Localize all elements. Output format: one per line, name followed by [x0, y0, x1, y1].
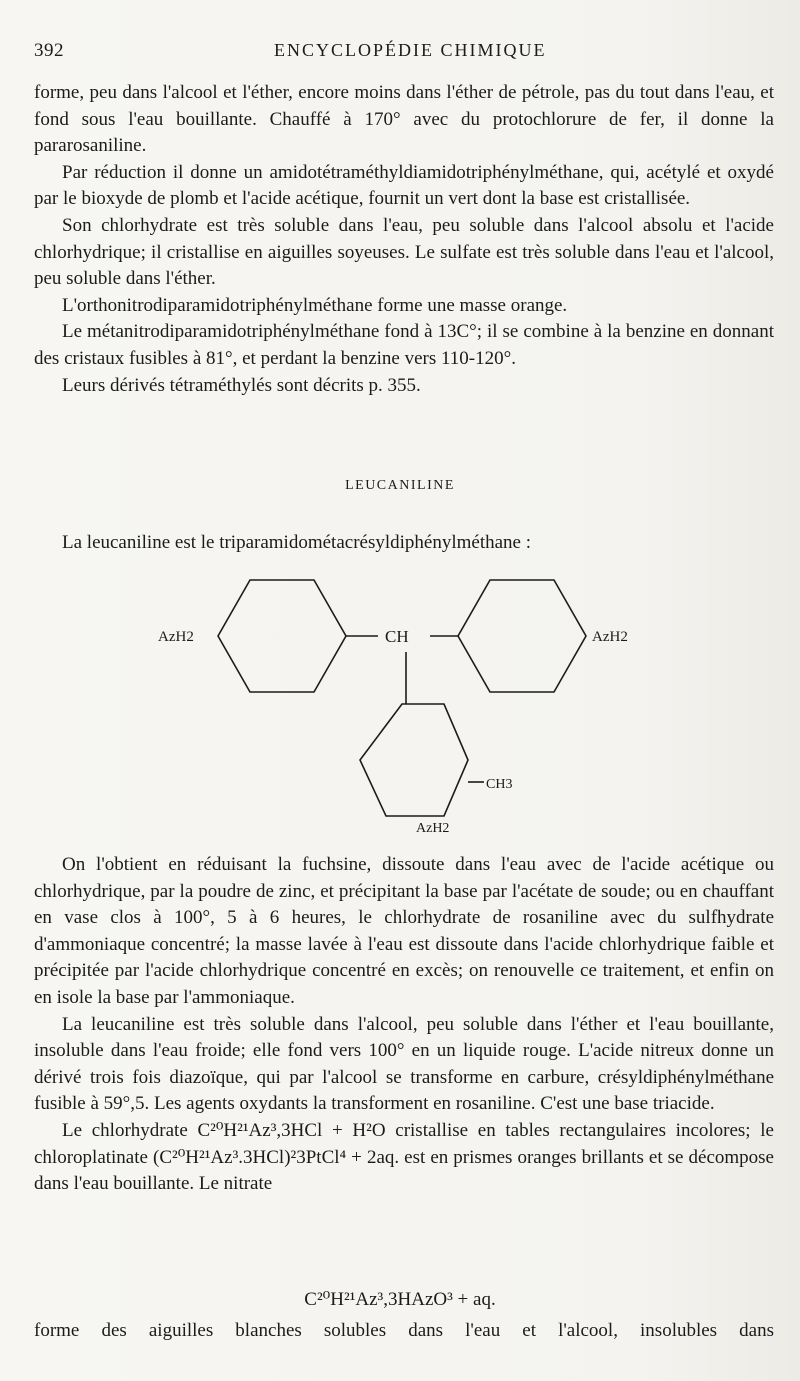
text-block-upper	[34, 80, 774, 399]
paragraph: Par réduction il donne un amidotétraméthyldiamidotriphénylméthane, qui, acétylé et oxydé par le bioxyde de plomb et l'acide acétique, fournit un vert dont la base est cristallisée.	[34, 161, 774, 210]
left-benzene-ring	[218, 580, 346, 692]
paragraph: forme, peu dans l'alcool et l'éther, encore moins dans l'éther de pétrole, pas du tout dans l'eau, et fond sous l'eau bouillante. Chauffé à 170° avec du protochlorure de fer, il donne la pararosaniline.	[34, 82, 774, 157]
page-header	[34, 40, 774, 68]
running-title: ENCYCLOPÉDIE CHIMIQUE	[274, 40, 547, 60]
methyl-label: CH3	[486, 777, 513, 792]
right-amino-label: AzH2	[592, 629, 628, 645]
nitrate-formula: C²⁰H²¹Az³,3HAzO³ + aq.	[304, 1289, 496, 1310]
paragraph: Leurs dérivés tétraméthylés sont décrits p. 355.	[62, 374, 421, 396]
left-amino-label: AzH2	[158, 629, 194, 645]
section-title: LEUCANILINE	[345, 478, 455, 493]
paragraph: Le chlorhydrate C²⁰H²¹Az³,3HCl + H²O cristallise en tables rectangulaires incolores; le chloroplatinate (C²⁰H²¹Az³.3HCl)²3PtCl⁴ + 2aq. est en prismes oranges brillants et se décompose dans l'eau bouillante. Le nitrate	[34, 1119, 774, 1195]
paragraph: L'orthonitrodiparamidotriphénylméthane forme une masse orange.	[62, 294, 568, 316]
paragraph: La leucaniline est très soluble dans l'alcool, peu soluble dans l'éther et l'eau bouillante, insoluble dans l'eau froide; elle fond vers 100° en un liquide rouge. L'acide nitreux donne un dérivé trois fois diazoïque, qui par l'alcool se transforme en carbure, crésyldiphénylméthane fusible à 59°,5. Les agents oxydants la transforment en rosaniline. C'est une base triacide.	[34, 1013, 774, 1115]
paragraph: On l'obtient en réduisant la fuchsine, dissoute dans l'eau avec de l'acide acétique ou chlorhydrique, par la poudre de zinc, et précipitant la base par l'acétate de soude; ou en chauffant en vase clos à 100°, 5 à 6 heures, le chlorhydrate de rosaniline avec du sulfhydrate d'ammoniaque concentré; la masse lavée à l'eau est dissoute dans l'acide chlorhydrique faible et précipitée par l'acide chlorhydrique concentré en excès; on renouvelle ce traitement, et enfin on en isole la base par l'ammoniaque.	[34, 854, 774, 1008]
paragraph: Le métanitrodiparamidotriphénylméthane fond à 13C°; il se combine à la benzine en donnant des cristaux fusibles à 81°, et perdant la benzine vers 110-120°.	[34, 321, 774, 369]
paragraph: Son chlorhydrate est très soluble dans l'eau, peu soluble dans l'alcool absolu et l'acide chlorhydrique; il cristallise en aiguilles soyeuses. Le sulfate est très soluble dans l'eau et l'alcool, peu soluble dans l'éther.	[34, 214, 774, 290]
right-benzene-ring	[458, 580, 586, 692]
structural-formula-svg	[150, 570, 670, 840]
structural-formula	[150, 570, 670, 840]
closing-line: forme des aiguilles blanches solubles dans l'eau et l'alcool, insolubles dans	[34, 1320, 774, 1341]
methine-label: CH	[385, 627, 409, 646]
bottom-amino-label: AzH2	[416, 821, 450, 836]
text-block-lower	[34, 852, 774, 1198]
bottom-benzene-ring	[360, 704, 468, 816]
intro-sentence: La leucaniline est le triparamidométacrésyldiphénylméthane :	[62, 532, 532, 553]
page-number: 392	[34, 40, 64, 61]
